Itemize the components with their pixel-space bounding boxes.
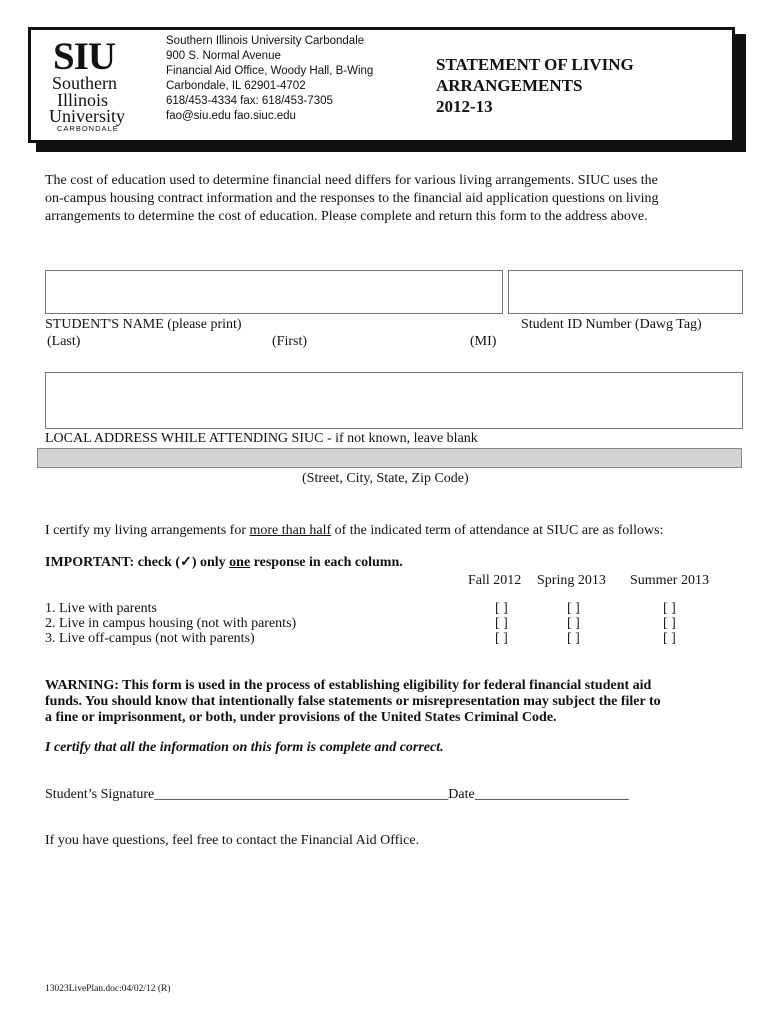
address-line-1: Southern Illinois University Carbondale bbox=[166, 35, 365, 47]
checkbox-spring-option-2[interactable]: [ ] bbox=[567, 616, 580, 631]
important-pre: IMPORTANT: check ( bbox=[45, 555, 181, 570]
address-line-3: Financial Aid Office, Woody Hall, B-Wing bbox=[166, 65, 374, 77]
first-name-label: (First) bbox=[272, 334, 307, 349]
warning-line-1: WARNING: This form is used in the process of establishing eligibility for federal financial student aid bbox=[45, 678, 652, 693]
student-id-label: Student ID Number (Dawg Tag) bbox=[521, 317, 702, 332]
certify-statement: I certify that all the information on this form is complete and correct. bbox=[45, 740, 444, 755]
local-address-field[interactable] bbox=[45, 372, 743, 429]
form-title bbox=[436, 54, 634, 117]
term-spring-2013: Spring 2013 bbox=[537, 573, 606, 588]
checkbox-fall-option-2[interactable]: [ ] bbox=[495, 616, 508, 631]
warning-line-3: a fine or imprisonment, or both, under provisions of the United States Criminal Code. bbox=[45, 710, 557, 725]
intro-line-3: arrangements to determine the cost of education. Please complete and return this form to the address above. bbox=[45, 209, 648, 224]
address-gray-bar bbox=[37, 448, 742, 468]
logo-abbr: SIU bbox=[53, 35, 116, 78]
logo-line-4: CARBONDALE bbox=[57, 124, 119, 133]
student-name-label: STUDENT'S NAME (please print) bbox=[45, 317, 242, 332]
intro-line-1: The cost of education used to determine financial need differs for various living arrangements. SIUC uses the bbox=[45, 173, 658, 188]
intro-line-2: on-campus housing contract information and the responses to the financial aid application questions on living bbox=[45, 191, 659, 206]
checkbox-summer-option-3[interactable]: [ ] bbox=[663, 631, 676, 646]
certify-intro bbox=[45, 522, 664, 540]
checkbox-spring-option-3[interactable]: [ ] bbox=[567, 631, 580, 646]
header-box bbox=[28, 27, 735, 143]
address-line-5: 618/453-4334 fax: 618/453-7305 bbox=[166, 95, 333, 107]
certify-intro-underlined: more than half bbox=[249, 523, 332, 538]
certify-intro-pre: I certify my living arrangements for bbox=[45, 523, 250, 538]
signature-line[interactable]: __________________________________________ bbox=[154, 787, 449, 802]
form-title-line-2: ARRANGEMENTS bbox=[436, 76, 583, 95]
certify-intro-post: of the indicated term of attendance at SIUC are as follows: bbox=[331, 523, 664, 538]
middle-initial-label: (MI) bbox=[470, 334, 497, 349]
checkbox-summer-option-2[interactable]: [ ] bbox=[663, 616, 676, 631]
important-mid: ) only bbox=[191, 555, 230, 570]
address-line-4: Carbondale, IL 62901-4702 bbox=[166, 80, 306, 92]
form-title-line-3: 2012-13 bbox=[436, 97, 493, 116]
important-post: response in each column. bbox=[250, 555, 403, 570]
last-name-label: (Last) bbox=[47, 334, 81, 349]
option-3-label: 3. Live off-campus (not with parents) bbox=[45, 631, 255, 646]
warning-line-2: funds. You should know that intentionally false statements or misrepresentation may subject the filer to bbox=[45, 694, 661, 709]
term-summer-2013: Summer 2013 bbox=[630, 573, 709, 588]
date-line[interactable]: ______________________ bbox=[474, 787, 629, 802]
logo-line-1: Southern bbox=[52, 73, 117, 93]
date-label: Date bbox=[448, 787, 475, 802]
checkbox-spring-option-1[interactable]: [ ] bbox=[567, 601, 580, 616]
term-fall-2012: Fall 2012 bbox=[468, 573, 522, 588]
signature-row bbox=[45, 786, 629, 804]
signature-label: Student’s Signature bbox=[45, 787, 155, 802]
address-line-6: fao@siu.edu fao.siuc.edu bbox=[166, 110, 296, 122]
address-line-2: 900 S. Normal Avenue bbox=[166, 50, 281, 62]
important-underlined: one bbox=[229, 555, 251, 570]
checkbox-fall-option-1[interactable]: [ ] bbox=[495, 601, 508, 616]
student-id-field[interactable] bbox=[508, 270, 743, 314]
address-sublabel: (Street, City, State, Zip Code) bbox=[302, 471, 469, 486]
logo-line-3: University bbox=[49, 106, 125, 126]
checkbox-fall-option-3[interactable]: [ ] bbox=[495, 631, 508, 646]
footer-doc-id: 13023LivePlan.doc:04/02/12 (R) bbox=[45, 984, 171, 994]
local-address-label: LOCAL ADDRESS WHILE ATTENDING SIUC - if not known, leave blank bbox=[45, 431, 478, 446]
checkbox-summer-option-1[interactable]: [ ] bbox=[663, 601, 676, 616]
option-1-label: 1. Live with parents bbox=[45, 601, 157, 616]
logo-line-2: Illinois bbox=[57, 90, 109, 110]
checkmark-icon: ✓ bbox=[180, 555, 192, 570]
form-title-line-1: STATEMENT OF LIVING bbox=[436, 55, 634, 74]
important-instruction bbox=[45, 554, 403, 572]
option-2-label: 2. Live in campus housing (not with parents) bbox=[45, 616, 297, 631]
contact-text: If you have questions, feel free to contact the Financial Aid Office. bbox=[45, 833, 420, 848]
student-name-field[interactable] bbox=[45, 270, 503, 314]
